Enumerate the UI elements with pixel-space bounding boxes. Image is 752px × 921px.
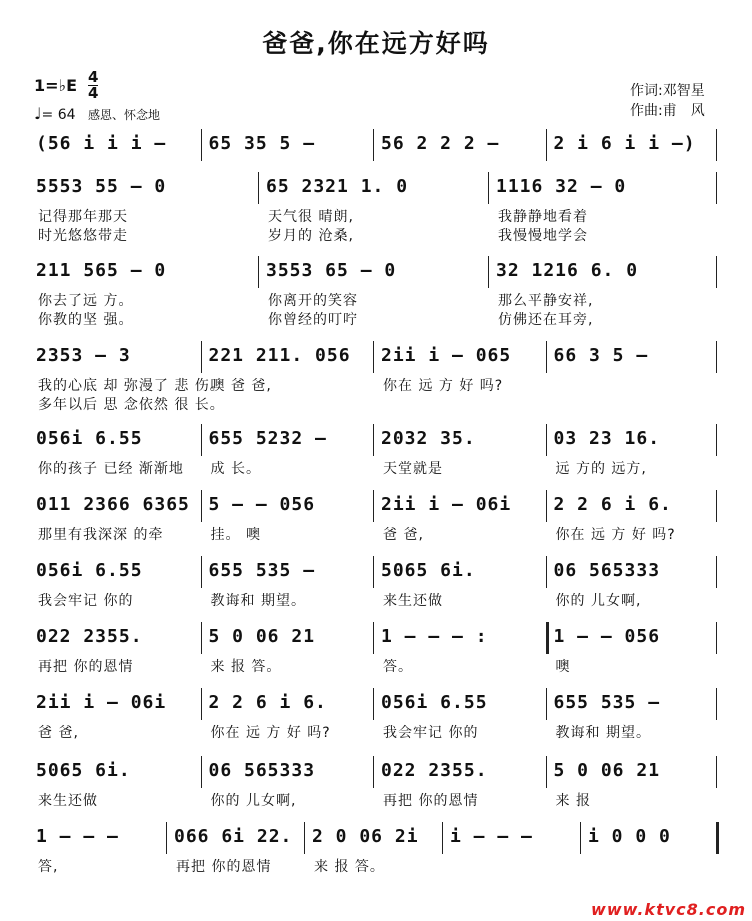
measure-notes: 011 2366 6365 xyxy=(36,494,190,515)
lyric-line: 记得那年那天 xyxy=(38,209,128,225)
measure-notes: 1 — — 056 xyxy=(553,626,661,647)
lyric-line: 答。 xyxy=(383,659,413,675)
measure-notes: 66 3 5 — xyxy=(553,345,649,366)
measure-notes: 2ii i — 065 xyxy=(381,345,512,366)
lyric-line: 我静静地看着 xyxy=(498,209,588,225)
bar-line xyxy=(488,172,489,204)
measure-notes: 2 2 6 i 6. xyxy=(553,494,672,515)
song-title: 爸爸,你在远方好吗 xyxy=(262,29,490,58)
lyric-line: 你在 远 方 好 吗? xyxy=(555,527,676,543)
bar-line xyxy=(716,172,717,204)
lyric-line: 再把 你的恩情 xyxy=(176,859,272,875)
tempo-mood: 感恩、怀念地 xyxy=(88,108,161,122)
measure-notes: 211 565 — 0 xyxy=(36,260,167,281)
bar-line xyxy=(201,688,202,720)
quarter-note-icon: ♩ xyxy=(34,104,42,123)
bar-line xyxy=(201,556,202,588)
lyric-line: 来 报 答。 xyxy=(314,859,385,875)
lyric-line: 仿佛还在耳旁, xyxy=(498,312,594,328)
measure-notes: 2353 — 3 xyxy=(36,345,131,366)
lyric-line: 你去了远 方。 xyxy=(38,293,134,309)
lyric-line: 我会牢记 你的 xyxy=(383,725,479,741)
measure-notes: 056i 6.55 xyxy=(36,560,143,581)
bar-line xyxy=(201,490,202,522)
measure-notes: 5065 6i. xyxy=(381,560,476,581)
bar-line xyxy=(442,822,443,854)
measure-notes: 066 6i 22. xyxy=(174,826,293,847)
lyricist-credit: 作词:邓智星 xyxy=(630,83,705,99)
measure-notes: 2ii i — 06i xyxy=(381,494,512,515)
measure-notes: 2 0 06 2i xyxy=(312,826,419,847)
measure-notes: i — — — xyxy=(450,826,533,847)
lyric-line: 你的 儿女啊, xyxy=(555,593,642,609)
bar-line xyxy=(201,424,202,456)
bar-line xyxy=(546,622,549,654)
bar-line xyxy=(373,688,374,720)
measure-notes: 221 211. 056 xyxy=(208,345,351,366)
bar-line xyxy=(488,256,489,288)
bar-line xyxy=(716,756,717,788)
lyric-line: 来生还做 xyxy=(383,593,443,609)
time-numerator: 4 xyxy=(88,68,99,86)
bar-line xyxy=(716,688,717,720)
bar-line xyxy=(546,490,547,522)
key-tonic: ♭E xyxy=(58,76,78,95)
bar-line xyxy=(373,129,374,161)
bar-line xyxy=(373,424,374,456)
lyric-line: 噢 xyxy=(555,659,571,675)
lyric-line: 教诲和 期望。 xyxy=(555,725,651,741)
measure-notes: 056i 6.55 xyxy=(381,692,488,713)
lyric-line: 教诲和 期望。 xyxy=(210,593,306,609)
bar-line xyxy=(546,129,547,161)
measure-notes: i 0 0 0 xyxy=(588,826,671,847)
bar-line xyxy=(546,424,547,456)
bar-line xyxy=(716,341,717,373)
measure-notes: (56 i i i — xyxy=(36,133,167,154)
measure-notes: 2ii i — 06i xyxy=(36,692,167,713)
measure-notes: 06 565333 xyxy=(553,560,661,581)
lyric-line: 成 长。 xyxy=(210,461,261,477)
lyric-line: 岁月的 沧桑, xyxy=(268,228,354,244)
measure-notes: 655 5232 — xyxy=(208,428,327,449)
lyric-line: 你离开的笑容 xyxy=(268,293,358,309)
lyric-line: 你的孩子 已经 渐渐地 xyxy=(38,461,184,477)
measure-notes: 3553 65 — 0 xyxy=(266,260,397,281)
bar-line xyxy=(546,556,547,588)
measure-notes: 1 — — — xyxy=(36,826,119,847)
lyric-line: 我会牢记 你的 xyxy=(38,593,134,609)
bar-line xyxy=(373,556,374,588)
lyric-line: 再把 你的恩情 xyxy=(38,659,134,675)
bar-line xyxy=(258,172,259,204)
measure-notes: 056i 6.55 xyxy=(36,428,143,449)
bar-line xyxy=(201,756,202,788)
bar-line xyxy=(716,490,717,522)
bar-line xyxy=(258,256,259,288)
watermark: www.ktvc8.com xyxy=(591,900,746,919)
lyric-line: 你在 远 方 好 吗? xyxy=(210,725,331,741)
bar-line xyxy=(716,622,717,654)
measure-notes: 2032 35. xyxy=(381,428,476,449)
measure-notes: 03 23 16. xyxy=(553,428,661,449)
measure-notes: 32 1216 6. 0 xyxy=(496,260,639,281)
measure-notes: 5 0 06 21 xyxy=(553,760,661,781)
measure-notes: 5065 6i. xyxy=(36,760,131,781)
bar-line xyxy=(716,256,717,288)
measure-notes: 2 i 6 i i —) xyxy=(553,133,696,154)
measure-notes: 65 2321 1. 0 xyxy=(266,176,409,197)
lyric-line: 来 报 xyxy=(555,793,591,809)
measure-notes: 655 535 — xyxy=(553,692,661,713)
lyric-line: 你的 儿女啊, xyxy=(210,793,297,809)
composer-credit: 作曲:甫 风 xyxy=(630,103,705,119)
final-bar-line xyxy=(716,822,719,854)
bar-line xyxy=(716,556,717,588)
lyric-line: 你教的坚 强。 xyxy=(38,312,134,328)
lyric-line: 噢 爸 爸, xyxy=(210,378,272,394)
lyric-line: 那里有我深深 的牵 xyxy=(38,527,164,543)
bar-line xyxy=(373,756,374,788)
bar-line xyxy=(580,822,581,854)
lyric-line: 远 方的 远方, xyxy=(555,461,647,477)
lyric-line: 你曾经的叮咛 xyxy=(268,312,358,328)
measure-notes: 5 — — 056 xyxy=(208,494,316,515)
lyric-line: 你在 远 方 好 吗? xyxy=(383,378,504,394)
lyric-line: 来 报 答。 xyxy=(210,659,282,675)
bar-line xyxy=(166,822,167,854)
measure-notes: 1 — — — : xyxy=(381,626,488,647)
bar-line xyxy=(546,688,547,720)
lyric-line: 再把 你的恩情 xyxy=(383,793,479,809)
lyric-line: 时光悠悠带走 xyxy=(38,228,128,244)
measure-notes: 2 2 6 i 6. xyxy=(208,692,327,713)
tempo-marking xyxy=(34,104,160,123)
bar-line xyxy=(546,756,547,788)
time-signature xyxy=(88,70,98,101)
bar-line xyxy=(373,341,374,373)
bar-line xyxy=(304,822,305,854)
lyric-line: 我的心底 却 弥漫了 悲 伤。 xyxy=(38,378,225,394)
lyric-line: 天气很 晴朗, xyxy=(268,209,354,225)
measure-notes: 655 535 — xyxy=(208,560,316,581)
lyric-line: 爸 爸, xyxy=(38,725,79,741)
tempo-value: = 64 xyxy=(41,107,76,123)
lyric-line: 天堂就是 xyxy=(383,461,443,477)
lyric-line: 我慢慢地学会 xyxy=(498,228,588,244)
bar-line xyxy=(201,622,202,654)
bar-line xyxy=(716,129,717,161)
bar-line xyxy=(546,341,547,373)
bar-line xyxy=(201,129,202,161)
measure-notes: 5553 55 — 0 xyxy=(36,176,167,197)
lyric-line: 爸 爸, xyxy=(383,527,424,543)
measure-notes: 1116 32 — 0 xyxy=(496,176,627,197)
bar-line xyxy=(716,424,717,456)
lyric-line: 多年以后 思 念依然 很 长。 xyxy=(38,397,225,413)
measure-notes: 5 0 06 21 xyxy=(208,626,316,647)
measure-notes: 65 35 5 — xyxy=(208,133,316,154)
key-signature xyxy=(34,76,77,95)
lyric-line: 答, xyxy=(38,859,59,875)
bar-line xyxy=(373,490,374,522)
time-denominator: 4 xyxy=(88,84,99,102)
lyric-line: 来生还做 xyxy=(38,793,98,809)
measure-notes: 56 2 2 2 — xyxy=(381,133,500,154)
measure-notes: 06 565333 xyxy=(208,760,316,781)
lyric-line: 那么平静安祥, xyxy=(498,293,594,309)
measure-notes: 022 2355. xyxy=(36,626,143,647)
lyric-line: 挂。 噢 xyxy=(210,527,261,543)
bar-line xyxy=(201,341,202,373)
measure-notes: 022 2355. xyxy=(381,760,488,781)
key-prefix: 1= xyxy=(34,76,59,95)
bar-line xyxy=(373,622,374,654)
